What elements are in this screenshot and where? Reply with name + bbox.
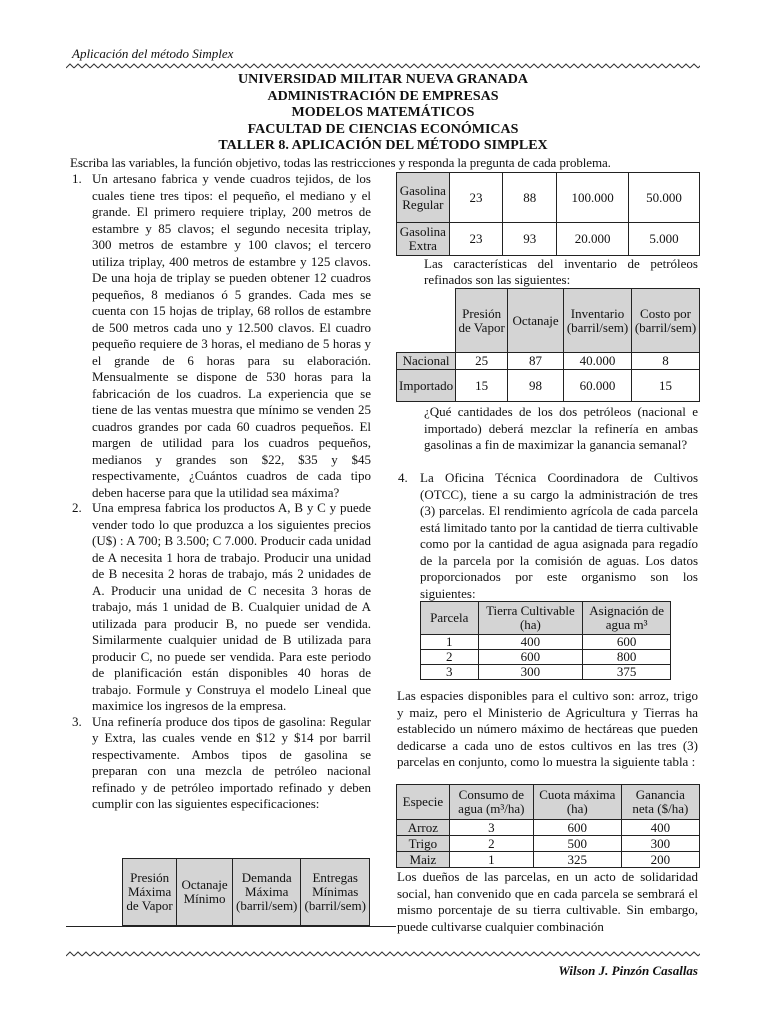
inventory-col-vapor: Presión de Vapor [456,289,508,353]
program-title: ADMINISTRACIÓN DE EMPRESAS [267,88,499,104]
parcel-col-land: Tierra Cultivable (ha) [478,602,583,635]
table-cell: 2 [449,836,533,852]
species-col-water: Consumo de agua (m³/ha) [449,785,533,820]
table-cell: 400 [478,635,583,650]
table-cell: 600 [533,820,621,836]
table-cell: 87 [508,353,564,370]
spec-col-demand: Demanda Máxima (barril/sem) [232,859,301,926]
species-intro: Las espacies disponibles para el cultivo son: arroz, trigo y maiz, pero el Ministerio de Agricultura y Tierras ha establecido un número máximo de hectáreas que pueden dedicarse a cada uno de estos cultivos en las tres (3) parcelas en conjunto, como lo muestra la siguiente tabla : [397,688,698,769]
inventory-col-octane: Octanaje [508,289,564,353]
table-row [397,223,700,256]
table-cell: 3 [449,820,533,836]
problem-2-number: 2. [72,500,82,515]
species-col-profit: Ganancia neta ($/ha) [621,785,699,820]
table-cell: 20.000 [557,223,629,256]
spec-col-vapor: Presión Máxima de Vapor [123,859,177,926]
running-header: Aplicación del método Simplex [72,46,234,61]
parcel-col-id: Parcela [421,602,479,635]
problem-3-number: 3. [72,713,82,729]
instructions: Escriba las variables, la función objetivo, todas las restricciones y responda la pregunta de cada problema. [70,155,611,170]
inventory-table [396,288,700,402]
table-cell: 88 [503,173,557,223]
table-cell: 3 [421,665,479,680]
table-cell: 98 [508,370,564,402]
left-column [72,171,371,813]
table-cell: 300 [621,836,699,852]
table-row [421,635,671,650]
table-cell: 325 [533,852,621,868]
table-row [397,353,700,370]
column-bottom-rule [66,926,396,927]
table-cell: 23 [449,173,503,223]
problem-2-text: Una empresa fabrica los productos A, B y C y puede vender todo lo que produzca a los siguientes precios (U$) : A 700; B 3.500; C 7.000. Producir cada unidad de A necesita 1 hora de trabajo. Producir una unidad de B necesita 2 horas de trabajo, más 2 unidades de A. Producir una unidad de C necesita 3 horas de trabajo, más 1 unidad de B. Cualquier unidad de A utilizada para producir B, no puede ser vendida. Similarmente cualquier unidad de B utilizada para producir C, no puede ser vendida. Para este periodo de planificación están disponibles 40 horas de trabajo. Formule y Construya el modelo Lineal que maximice los ingresos de la empresa. [92,500,371,713]
table-row [421,665,671,680]
parcel-table [420,601,671,680]
table-cell: 1 [421,635,479,650]
problem-3-text: Una refinería produce dos tipos de gasolina: Regular y Extra, las cuales vende en $12 y $14 por barril respectivamente. Ambos tipos de gasolina se preparan con una mezcla de petróleo nacional refinado y de petróleo importado refinado y deben cumplir con las siguientes especificaciones: [92,713,371,811]
workshop-title: TALLER 8. APLICACIÓN DEL MÉTODO SIMPLEX [218,138,548,153]
table-cell: 40.000 [564,353,632,370]
faculty-title: FACULTAD DE CIENCIAS ECONÓMICAS [247,121,519,137]
table-cell: 50.000 [629,173,700,223]
top-wave-divider [66,62,700,70]
university-title: UNIVERSIDAD MILITAR NUEVA GRANADA [237,72,528,87]
table-cell: Maiz [397,852,450,868]
inventory-col-cost: Costo por (barril/sem) [632,289,700,353]
problem-4 [398,470,698,602]
table-header-row [421,602,671,635]
problem-3 [72,713,371,813]
problem-1-text: Un artesano fabrica y vende cuadros tejidos, de los cuales tiene tres tipos: el pequeño, el mediano y el grande. El primero requiere triplay, 200 metros de estambre y 85 clavos; el segundo necesita triplay, 300 metros de estambre y 100 clavos; el tercero utiliza triplay, 400 metros de estambre y 125 clavos. De una hoja de triplay se pueden obtener 12 cuadros pequeños, 8 medianos ó 5 grandes. Cada mes se cuenta con 15 hojas de triplay, 68 rollos de estambre de 500 metros cada uno y 12.500 clavos. El cuadro pequeño requiere de 3 horas, el mediano de 5 horas y el grande de 6 horas para su elaboración. Mensualmente se dispone de 530 horas para la fabricación de los cuadros. La experiencia que se tiene de las ventas muestra que mínimo se venden 25 cuadros grandes por cada 60 cuadros pequeños. El margen de utilidad para los cuadros pequeños, medianos y grandes son $22, $35 y $45 respectivamente, ¿Cuántos cuadros de cada tipo deben hacerse para que la utilidad sea máxima? [92,171,371,500]
bottom-wave-divider [66,950,700,958]
course-title: MODELOS MATEMÁTICOS [291,105,475,120]
problem-1-number: 1. [72,171,82,186]
table-cell: 15 [456,370,508,402]
table-cell: 300 [478,665,583,680]
table-header-row [397,785,700,820]
parcel-col-water: Asignación de agua m³ [583,602,671,635]
table-cell: 5.000 [629,223,700,256]
problem-2 [72,500,371,715]
table-row [397,852,700,868]
table-cell: Arroz [397,820,450,836]
table-cell: 200 [621,852,699,868]
table-header-row [397,289,700,353]
spec-col-octane: Octanaje Mínimo [177,859,233,926]
problem-1 [72,171,371,501]
table-cell: 25 [456,353,508,370]
table-row [397,173,700,223]
spec-col-delivery: Entregas Mínimas (barril/sem) [301,859,370,926]
table-cell: 23 [449,223,503,256]
table-cell: 8 [632,353,700,370]
table-row [397,836,700,852]
species-col-name: Especie [397,785,450,820]
spec-table-rows [396,172,700,256]
species-col-quota: Cuota máxima (ha) [533,785,621,820]
problem-4-number: 4. [398,470,408,485]
problem-4-text: La Oficina Técnica Coordinadora de Cultivos (OTCC), tiene a su cargo la administración de tres (3) parcelas. El rendimiento agrícola de cada parcela está limitado tanto por la cantidad de tierra cultivable como por la cantidad de agua asignada para regadío de la parcela por la comisión de aguas. Los datos proporcionados por este organismo son los siguientes: [420,470,698,601]
inventory-intro: Las características del inventario de petróleos refinados son las siguientes: [424,256,698,287]
spec-row-label: Gasolina Extra [397,223,450,256]
author-footer: Wilson J. Pinzón Casallas [558,963,698,978]
table-row [421,650,671,665]
spec-row-label: Gasolina Regular [397,173,450,223]
table-cell: 800 [583,650,671,665]
table-cell: 600 [583,635,671,650]
table-row [397,820,700,836]
document-titles [66,72,700,155]
inventory-row-label: Importado [397,370,456,402]
problem-4-closing: Los dueños de las parcelas, en un acto de solidaridad social, han convenido que en cada parcela se sembrará el mismo porcentaje de su tierra cultivable. Sin embargo, puede cultivarse cualquier combinación [397,869,698,934]
table-cell: 100.000 [557,173,629,223]
table-cell: 500 [533,836,621,852]
table-cell: 15 [632,370,700,402]
table-cell: 1 [449,852,533,868]
table-cell: 375 [583,665,671,680]
table-cell: 400 [621,820,699,836]
table-row [397,370,700,402]
inventory-col-inventory: Inventario (barril/sem) [564,289,632,353]
species-table [396,784,700,868]
table-cell: 60.000 [564,370,632,402]
table-cell: 2 [421,650,479,665]
table-cell: 600 [478,650,583,665]
table-cell: 93 [503,223,557,256]
problem-3-question: ¿Qué cantidades de los dos petróleos (nacional e importado) deberá mezclar la refinería en ambas gasolinas a fin de maximizar la ganancia semanal? [424,404,698,452]
spec-table-header [122,858,370,926]
inventory-row-label: Nacional [397,353,456,370]
table-cell: Trigo [397,836,450,852]
